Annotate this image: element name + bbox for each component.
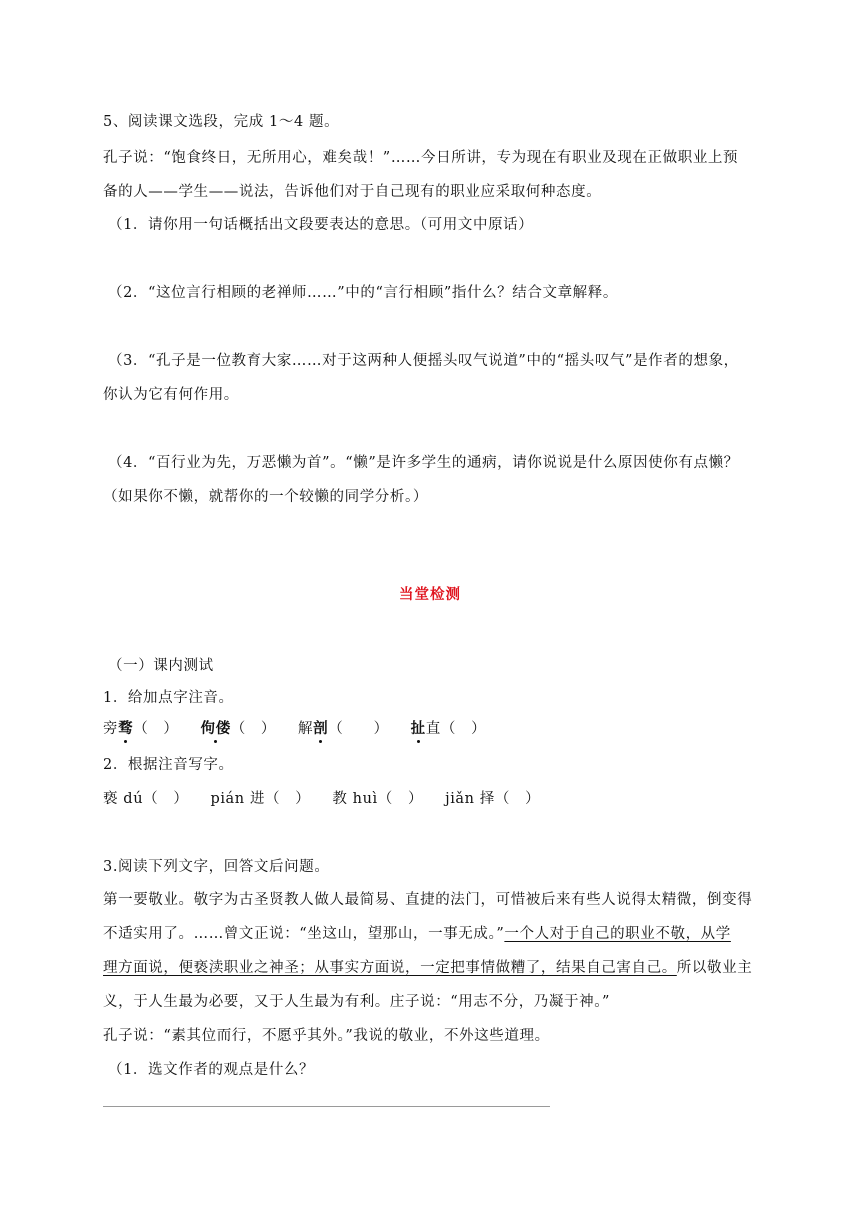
question-4: （4．“百行业为先，万恶懒为首”。“懒”是许多学生的通病，请你说说是什么原因使你有点懒？ [108, 455, 739, 471]
write-item: 教 huì（ ） [332, 791, 424, 807]
sub-question-1: （1．选文作者的观点是什么？ [108, 1062, 315, 1078]
question-1: （1．请你用一句话概括出文段要表达的意思。（可用文中原话） [108, 217, 534, 233]
test-item-2: 2．根据注音写字。 [103, 757, 234, 773]
test-item-3: 3.阅读下列文字，回答文后问题。 [103, 859, 330, 875]
reading-line: 理方面说，便亵渎职业之神圣；从事实方面说，一定把事情做糟了，结果自己害自己。所以敬业主 [103, 960, 753, 976]
pinyin-row [103, 717, 486, 738]
question-3-cont: 你认为它有何作用。 [103, 387, 239, 403]
passage-line: 备的人——学生——说法，告诉他们对于自己现有的职业应采取何种态度。 [103, 184, 602, 200]
reading-line: 不适实用了。……曾文正说：“坐这山，望那山，一事无成。”一个人对于自己的职业不敬，从学 [103, 926, 731, 942]
underlined-sentence: 一个人对于自己的职业不敬，从学 [504, 926, 731, 942]
pinyin-item: 扯直（ ） [411, 721, 487, 737]
pinyin-item: 佝偻（ ） [201, 721, 277, 737]
question-4-cont: （如果你不懒，就帮你的一个较懒的同学分析。） [103, 489, 428, 505]
write-item: 亵 dú（ ） [103, 791, 189, 807]
write-row [103, 787, 540, 808]
reading-line: 第一要敬业。敬字为古圣贤教人做人最简易、直捷的法门，可惜被后来有些人说得太精微，倒变得 [103, 892, 753, 908]
write-item: jiǎn 择（ ） [445, 791, 541, 807]
reading-line: 义，于人生最为必要，又于人生最为有利。庄子说：“用志不分，乃凝于神。” [103, 994, 611, 1010]
passage-line: 孔子说：“饱食终日，无所用心，难矣哉！”……今日所讲，专为现在有职业及现在正做职业上预 [103, 150, 739, 166]
question-2: （2．“这位言行相顾的老禅师……”中的“言行相顾”指什么？结合文章解释。 [108, 285, 618, 301]
test-part-label: （一）课内测试 [108, 658, 214, 674]
underlined-sentence: 理方面说，便亵渎职业之神圣；从事实方面说，一定把事情做糟了，结果自己害自己。 [103, 960, 677, 976]
reading-line: 孔子说：“素其位而行，不愿乎其外。”我说的敬业，不外这些道理。 [103, 1028, 550, 1044]
write-item: pián 进（ ） [210, 791, 311, 807]
test-item-1: 1．给加点字注音。 [103, 690, 234, 706]
pinyin-item: 解剖（ ） [298, 721, 389, 737]
question-3: （3．“孔子是一位教育大家……对于这两种人便摇头叹气说道”中的“摇头叹气”是作者的想象， [108, 353, 739, 369]
section5-intro: 5、阅读课文选段，完成 1～4 题。 [103, 114, 340, 130]
answer-line [103, 1106, 550, 1107]
section-heading: 当堂检测 [399, 586, 461, 603]
pinyin-item: 旁骛（ ） [103, 721, 179, 737]
